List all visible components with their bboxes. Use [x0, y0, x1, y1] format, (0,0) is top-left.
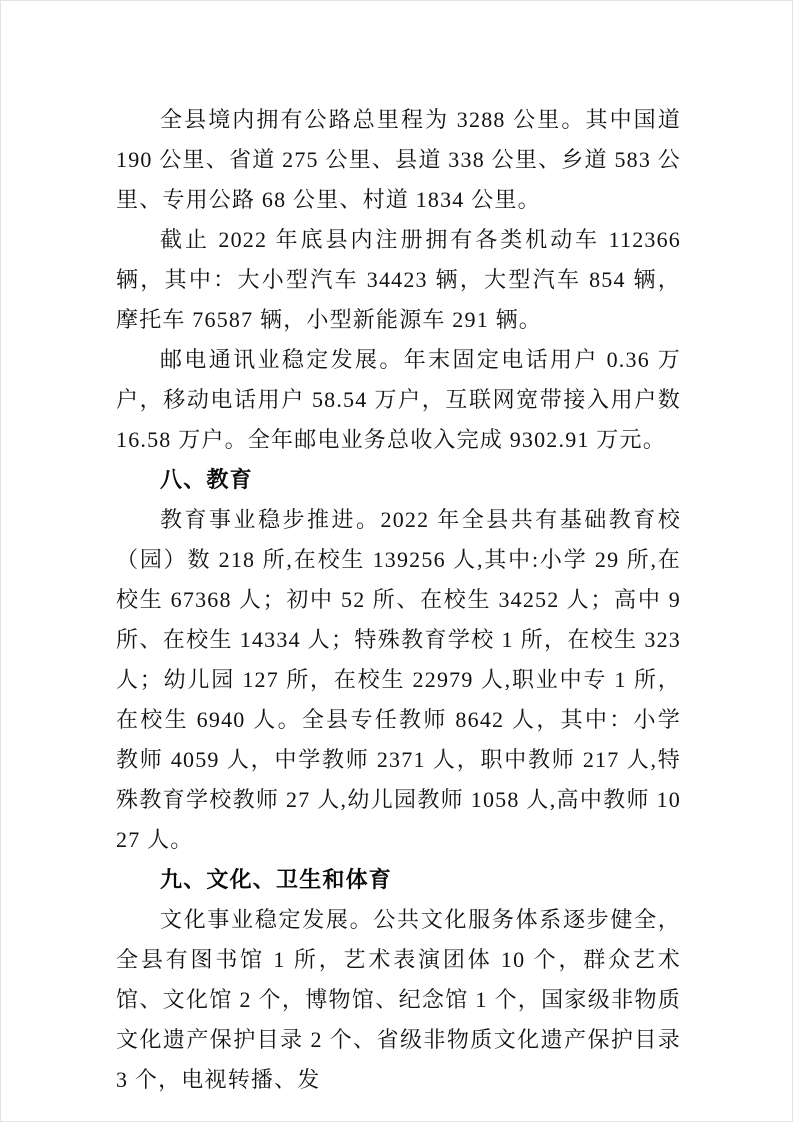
document-body — [116, 100, 681, 1100]
section-heading-culture-health-sports: 九、文化、卫生和体育 — [160, 867, 393, 892]
paragraph-culture-statistics: 文化事业稳定发展。公共文化服务体系逐步健全，全县有图书馆 1 所，艺术表演团体 10 个，群众艺术馆、文化馆 2 个，博物馆、纪念馆 1 个，国家级非物质文化遗产保护目录 2 个、省级非物质文化遗产保护目录 3 个，电视转播、发 — [116, 907, 681, 1092]
paragraph-highway-mileage: 全县境内拥有公路总里程为 3288 公里。其中国道 190 公里、省道 275 公里、县道 338 公里、乡道 583 公里、专用公路 68 公里、村道 1834 公里。 — [116, 107, 681, 212]
section-heading-education: 八、教育 — [160, 467, 253, 492]
paragraph-post-telecom: 邮电通讯业稳定发展。年末固定电话用户 0.36 万户，移动电话用户 58.54 万户，互联网宽带接入用户数 16.58 万户。全年邮电业务总收入完成 9302.91 万元。 — [116, 347, 681, 452]
paragraph-education-statistics: 教育事业稳步推进。2022 年全县共有基础教育校（园）数 218 所,在校生 139256 人,其中:小学 29 所,在校生 67368 人；初中 52 所、在校生 34252 人；高中 9 所、在校生 14334 人；特殊教育学校 1 所，在校生 323 人；幼儿园 127 所，在校生 22979 人,职业中专 1 所，在校生 6940 人。全县专任教师 8642 人，其中：小学教师 4059 人，中学教师 2371 人，职中教师 217 人,特殊教育学校教师 27 人,幼儿园教师 1058 人,高中教师 1027 人。 — [116, 507, 681, 852]
paragraph-motor-vehicles: 截止 2022 年底县内注册拥有各类机动车 112366 辆，其中：大小型汽车 34423 辆，大型汽车 854 辆，摩托车 76587 辆，小型新能源车 291 辆。 — [116, 227, 681, 332]
